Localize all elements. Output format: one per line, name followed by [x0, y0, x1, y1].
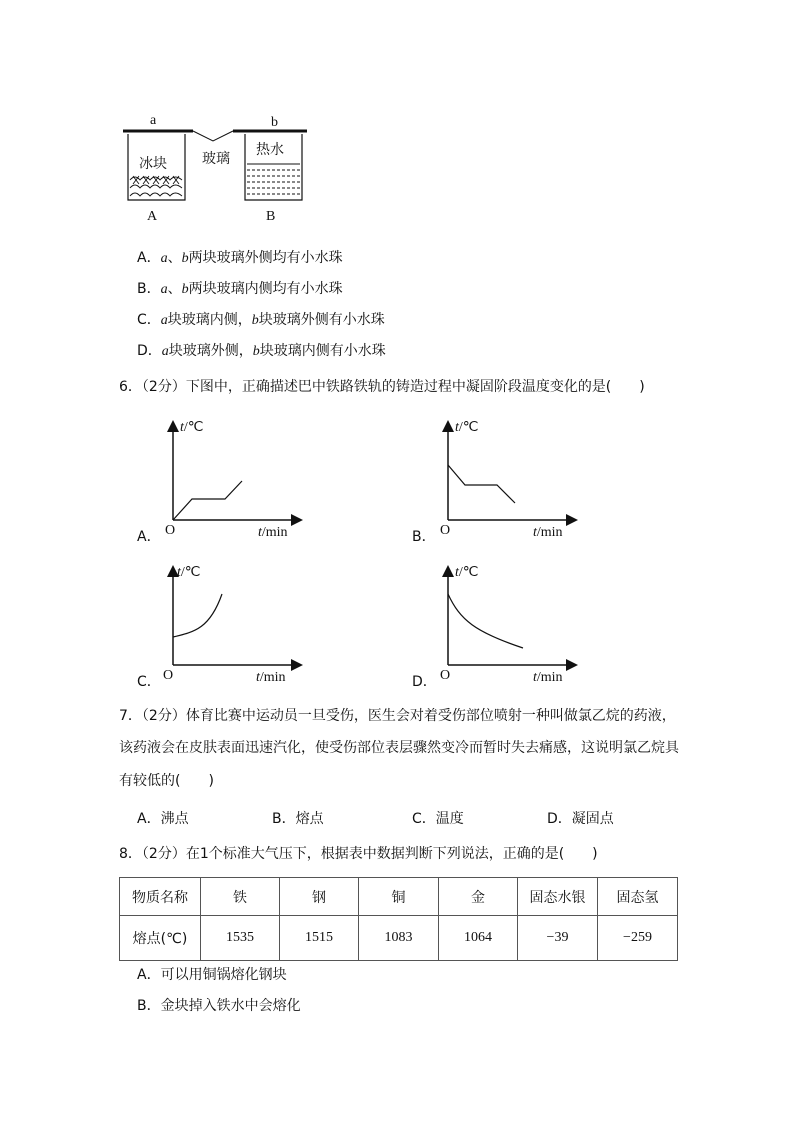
curve-b — [448, 465, 515, 503]
graph-c-ylabel: t/℃ — [177, 565, 201, 580]
glass-connector — [193, 131, 233, 141]
table-header-cell: 金 — [439, 878, 518, 916]
q8-option-a: A．可以用铜锅熔化钢块 — [137, 967, 287, 983]
table-row — [120, 916, 678, 961]
graph-a-origin: O — [165, 523, 176, 538]
q7-option-a: A．沸点 — [137, 811, 189, 827]
q6-stem: 6．（2分）下图中，正确描述巴中铁路铁轨的铸造过程中凝固阶段温度变化的是( ) — [119, 379, 645, 395]
graph-a-ylabel: t/℃ — [180, 420, 204, 435]
q7-option-c: C．温度 — [412, 811, 464, 827]
q7-option-d: D．凝固点 — [547, 811, 614, 827]
curve-c — [173, 594, 222, 637]
table-cell: 1083 — [359, 916, 439, 961]
graph-c-option: C． — [137, 674, 161, 690]
table-row-label: 熔点(℃) — [120, 916, 201, 961]
table-header-cell: 固态氢 — [598, 878, 678, 916]
graph-b-xlabel: t/min — [533, 525, 563, 540]
graph-c-origin: O — [163, 668, 174, 683]
q5-option-a: A．a、b两块玻璃外侧均有小水珠 — [137, 250, 343, 266]
table-header-cell: 钢 — [280, 878, 359, 916]
table-header-cell: 铜 — [359, 878, 439, 916]
graph-d-xlabel: t/min — [533, 670, 563, 685]
graph-a-option: A． — [137, 529, 161, 545]
q7-line-1: 7．（2分）体育比赛中运动员一旦受伤，医生会对着受伤部位喷射一种叫做氯乙烷的药液， — [119, 708, 676, 724]
q7-line-3: 有较低的( ) — [119, 773, 214, 789]
table-row — [120, 878, 678, 916]
label-b: b — [271, 115, 278, 130]
table-cell: 1535 — [201, 916, 280, 961]
table-cell: 1064 — [439, 916, 518, 961]
graph-a-xlabel: t/min — [258, 525, 288, 540]
melting-point-table — [119, 877, 678, 961]
table-header-cell: 物质名称 — [120, 878, 201, 916]
hot-water — [247, 164, 300, 194]
table-header-cell: 固态水银 — [518, 878, 598, 916]
graph-c-xlabel: t/min — [256, 670, 286, 685]
graph-b-ylabel: t/℃ — [455, 420, 479, 435]
graph-d-option: D． — [412, 674, 437, 690]
graph-d-ylabel: t/℃ — [455, 565, 479, 580]
q5-option-d: D．a块玻璃外侧，b块玻璃内侧有小水珠 — [137, 343, 386, 359]
table-cell: −259 — [598, 916, 678, 961]
curve-a — [173, 481, 242, 520]
beaker-b-text: 热水 — [256, 142, 284, 158]
table-cell: −39 — [518, 916, 598, 961]
label-a: a — [150, 113, 157, 128]
q5-option-c: C．a块玻璃内侧，b块玻璃外侧有小水珠 — [137, 312, 385, 328]
caption-a: A — [147, 209, 158, 224]
graph-b-option: B． — [412, 529, 436, 545]
curve-d — [448, 594, 523, 648]
graph-b-origin: O — [440, 523, 451, 538]
q8-option-b: B．金块掉入铁水中会熔化 — [137, 998, 301, 1014]
graph-d-origin: O — [440, 668, 451, 683]
table-cell: 1515 — [280, 916, 359, 961]
q5-option-b: B．a、b两块玻璃内侧均有小水珠 — [137, 281, 343, 297]
ice-blocks — [130, 176, 182, 196]
table-header-cell: 铁 — [201, 878, 280, 916]
q8-stem: 8．（2分）在1个标准大气压下，根据表中数据判断下列说法，正确的是( ) — [119, 846, 598, 862]
q7-option-b: B．熔点 — [272, 811, 324, 827]
glass-text: 玻璃 — [202, 151, 230, 167]
caption-b: B — [266, 209, 276, 224]
beaker-a-text: 冰块 — [139, 156, 167, 172]
q7-line-2: 该药液会在皮肤表面迅速汽化，使受伤部位表层骤然变冷而暂时失去痛感，这说明氯乙烷具 — [119, 740, 679, 756]
